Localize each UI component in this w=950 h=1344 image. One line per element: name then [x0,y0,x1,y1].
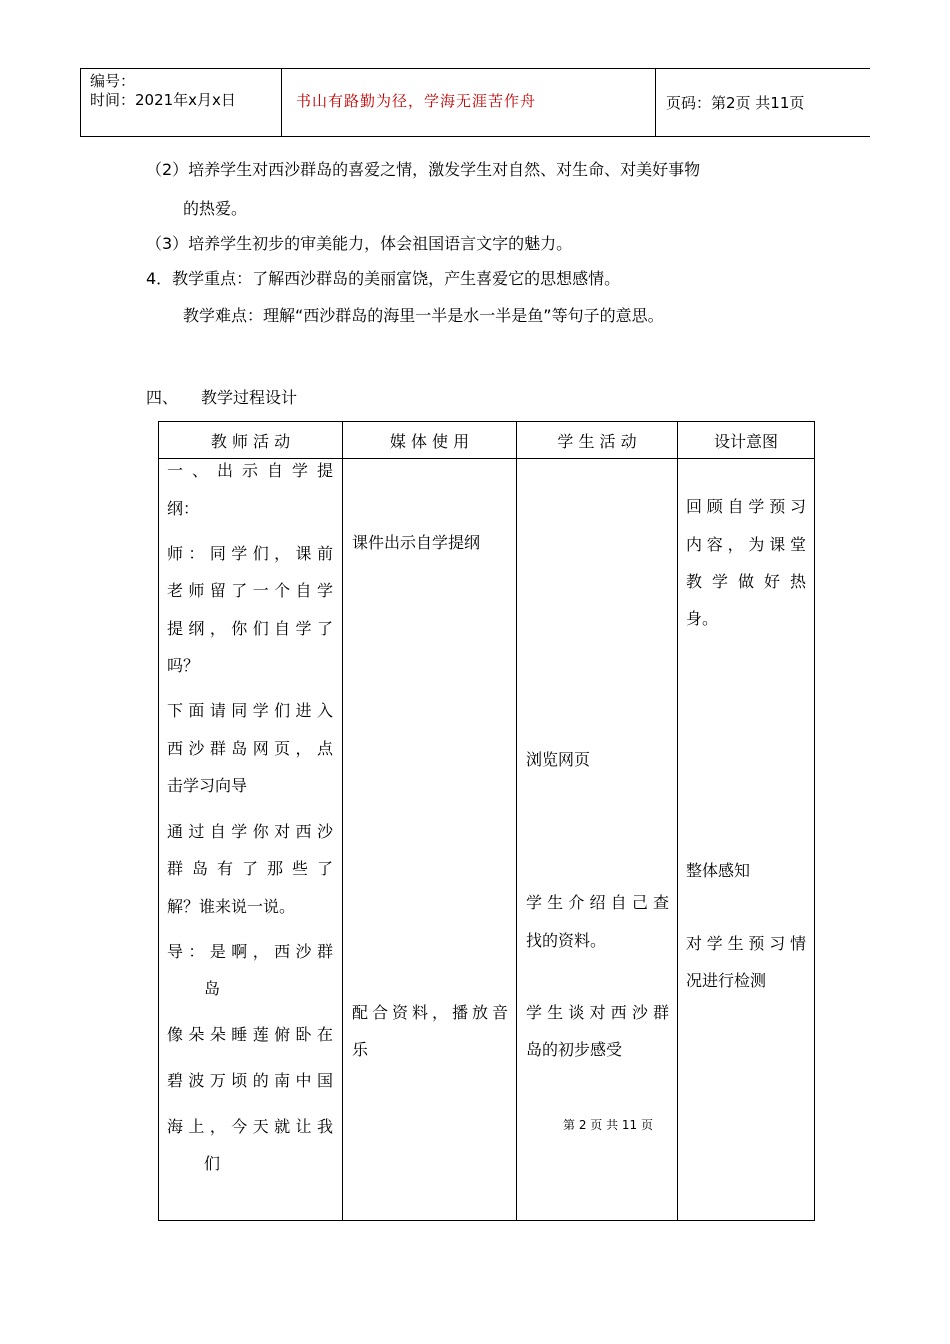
teacher-line: 击学习向导 [167,776,248,795]
teacher-line: 们 [204,1154,221,1173]
teacher-line: 提纲，你们自学了 [167,619,333,638]
header-design-intent: 设计意图 [713,431,778,451]
header-divider-2 [655,69,656,136]
document-header [80,68,870,137]
objective-2-line-1: （2）培养学生对西沙群岛的喜爱之情，激发学生对自然、对生命、对美好事物 [146,160,701,179]
teacher-line: 西沙群岛网页，点 [167,739,333,758]
teacher-line: 群岛有了那些了 [167,859,333,878]
media-line: 配合资料，播放音 [352,1003,508,1022]
teacher-line: 导：是啊，西沙群 [167,942,333,961]
teacher-line: 老师留了一个自学 [167,581,333,600]
teacher-line: 岛 [204,979,221,998]
section-number: 四、 [146,388,179,407]
table-border-bottom [158,1220,815,1221]
header-media-use: 媒 体 使 用 [389,431,470,451]
teacher-line: 吗？ [167,656,200,675]
table-border-right [814,421,815,1221]
student-line: 浏览网页 [526,750,591,769]
media-line: 乐 [352,1040,369,1059]
teaching-process-table [158,421,815,1221]
header-time-label: 时间：2021年x月x日 [90,91,236,109]
intent-line: 整体感知 [686,861,751,880]
table-col-divider-2 [516,421,517,1221]
student-line: 岛的初步感受 [526,1040,623,1059]
intent-line: 内容，为课堂 [686,535,806,554]
header-number-label: 编号： [90,72,136,90]
objective-3: （3）培养学生初步的审美能力，体会祖国语言文字的魅力。 [146,234,573,253]
table-col-divider-1 [342,421,343,1221]
intent-line: 对学生预习情 [686,934,806,953]
teacher-line: 师：同学们，课前 [167,544,333,563]
teacher-line: 像朵朵睡莲俯卧在 [167,1025,333,1044]
student-line: 学生介绍自己查 [526,893,669,912]
student-line: 学生谈对西沙群 [526,1003,669,1022]
table-col-divider-3 [677,421,678,1221]
student-line: 找的资料。 [526,931,607,950]
teaching-difficulty: 教学难点：理解“西沙群岛的海里一半是水一半是鱼”等句子的意思。 [183,306,664,325]
teacher-line: 解？谁来说一说。 [167,897,296,916]
teacher-line: 一、出示自学提 [167,461,333,480]
intent-line: 身。 [686,609,719,628]
intent-line: 回顾自学预习 [686,497,806,516]
teacher-line: 海上，今天就让我 [167,1117,333,1136]
header-teacher-activity: 教 师 活 动 [210,431,291,451]
teacher-line: 通过自学你对西沙 [167,822,333,841]
header-student-activity: 学 生 活 动 [557,431,637,451]
header-divider-1 [281,69,282,136]
media-line: 课件出示自学提纲 [352,533,481,552]
intent-line: 况进行检测 [686,971,767,990]
teacher-line: 下面请同学们进入 [167,701,333,720]
section-title: 教学过程设计 [201,388,298,407]
header-motto: 书山有路勤为径，学海无涯苦作舟 [296,92,537,110]
table-border-left [158,421,159,1221]
teacher-line: 纲： [167,499,200,518]
page-number: 第 2 页 共 11 页 [563,1118,653,1132]
teaching-focus: 4．教学重点：了解西沙群岛的美丽富饶，产生喜爱它的思想感情。 [146,269,621,288]
teacher-line: 碧波万顷的南中国 [167,1071,333,1090]
intent-line: 教学做好热 [686,572,806,591]
objective-2-line-2: 的热爱。 [183,199,248,218]
header-border-left [80,69,81,136]
header-page-info: 页码：第2页 共11页 [666,94,805,112]
